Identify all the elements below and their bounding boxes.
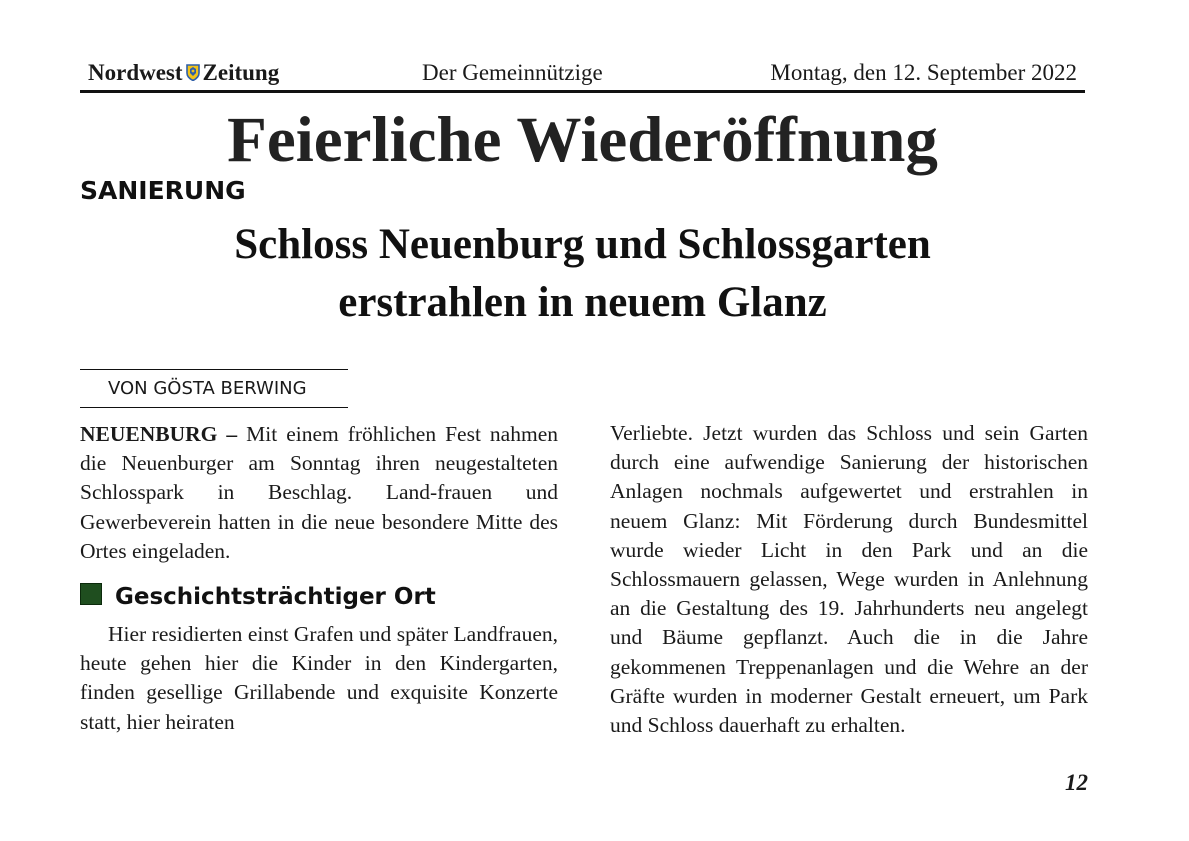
article-column-1 [80, 420, 558, 737]
subheading-text: Geschichtsträchtiger Ort [115, 584, 436, 611]
section-name: Der Gemeinnützige [422, 60, 603, 85]
masthead-left: Nordwest [88, 60, 183, 85]
subheadline [80, 216, 1085, 332]
body-paragraph: Hier residierten einst Grafen und später Landfrauen, heute gehen hier die Kinder in den Kindergarten, finden gesellige Grillabende und exquisite Konzerte statt, hier heiraten [80, 622, 558, 734]
subhead-line-2: erstrahlen in neuem Glanz [338, 279, 827, 326]
masthead [88, 60, 279, 86]
byline [80, 369, 348, 408]
page-number: 12 [1065, 770, 1088, 795]
newspaper-header [80, 58, 1085, 93]
issue-date: Montag, den 12. September 2022 [770, 60, 1077, 85]
byline-text: VON GÖSTA BERWING [108, 378, 307, 399]
kicker: SANIERUNG [80, 176, 246, 205]
lead-text: Mit einem fröhlichen Fest nahmen die Neuenburger am Sonntag ihren neugestalteten Schlosspark in Beschlag. Land-frauen und Gewerbeverein hatten in die neue besondere Mitte des Ortes eingeladen. [80, 422, 558, 563]
masthead-right: Zeitung [202, 60, 280, 85]
subhead-line-1: Schloss Neuenburg und Schlossgarten [234, 221, 931, 268]
square-bullet-icon [80, 583, 102, 605]
article-column-2 [610, 419, 1088, 740]
headline: Feierliche Wiederöffnung [227, 104, 938, 176]
body-paragraph-continued: Verliebte. Jetzt wurden das Schloss und sein Garten durch eine aufwendige Sanierung der historischen Anlagen nochmals aufgewertet und erstrahlen in neuem Glanz: Mit Förderung durch Bundesmittel wurde wieder Licht in den Park und an die Schlossmauern gelassen, Wege wurden in Anlehnung an die Gestaltung des 19. Jahrhunderts neu angelegt und Bäume gepflanzt. Auch die in die Jahre gekommenen Treppenanlagen und die Wehre an der Gräfte wurden in moderner Gestalt erneuert, um Park und Schloss dauerhaft zu erhalten. [610, 421, 1088, 738]
lead-paragraph [80, 420, 558, 566]
coat-of-arms-icon [186, 64, 200, 81]
section-subheading [80, 582, 558, 612]
dateline: NEUENBURG – [80, 422, 238, 446]
